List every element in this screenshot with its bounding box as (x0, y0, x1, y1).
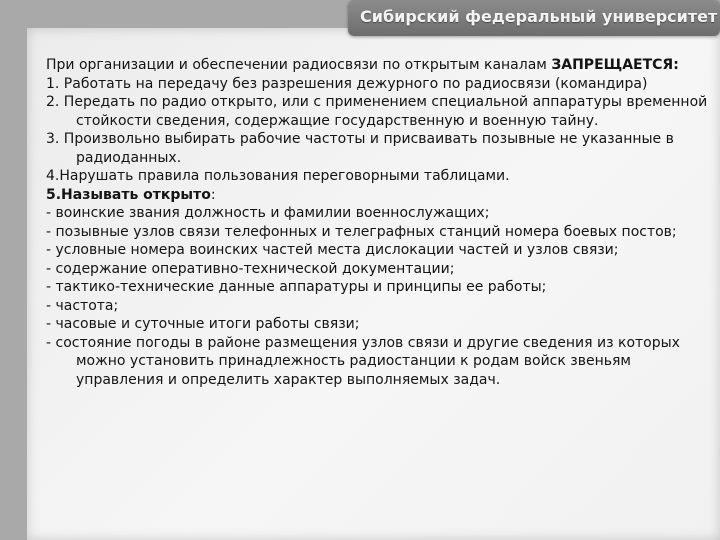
list-item: - тактико-технические данные аппаратуры и принципы ее работы; (46, 279, 547, 295)
rule-5-label: 5.Называть открыто (46, 186, 211, 203)
intro-paragraph (46, 56, 710, 75)
list-item: - позывные узлов связи телефонных и телеграфных станций номера боевых постов; (46, 223, 677, 240)
rule-5-colon: : (210, 186, 216, 203)
list-item: - условные номера воинских частей места дислокации частей и узлов связи; (46, 242, 619, 258)
rule-5 (46, 186, 710, 205)
rule-3: 3. Произвольно выбирать рабочие частоты и присваивать позывные не указанные в радиоданных. (46, 131, 674, 166)
text-body (46, 56, 710, 389)
university-header (348, 0, 720, 36)
rule-1: 1. Работать на передачу без разрешения дежурного по радиосвязи (командира) (46, 75, 648, 92)
university-name: Сибирский федеральный университет (360, 7, 718, 26)
list-item: - содержание оперативно-технической документации; (46, 260, 455, 277)
intro-text: При организации и обеспечении радиосвязи по открытым каналам (46, 57, 552, 73)
list-item: - состояние погоды в районе размещения узлов связи и другие сведения из которых можно установить принадлежность радиостанции к родам войск звеньям управления и определить характер выполняемых задач. (46, 334, 680, 388)
list-item: - воинские звания должность и фамилии военнослужащих; (46, 205, 490, 221)
intro-emphasis: ЗАПРЕЩАЕТСЯ: (551, 57, 679, 73)
list-item: - частота; (46, 297, 119, 314)
rule-4: 4.Нарушать правила пользования переговорными таблицами. (46, 168, 510, 184)
rule-2: 2. Передать по радио открыто, или с применением специальной аппаратуры временной стойкости сведения, содержащие государственную и военную тайну. (46, 94, 708, 129)
list-item: - часовые и суточные итоги работы связи; (46, 316, 360, 332)
